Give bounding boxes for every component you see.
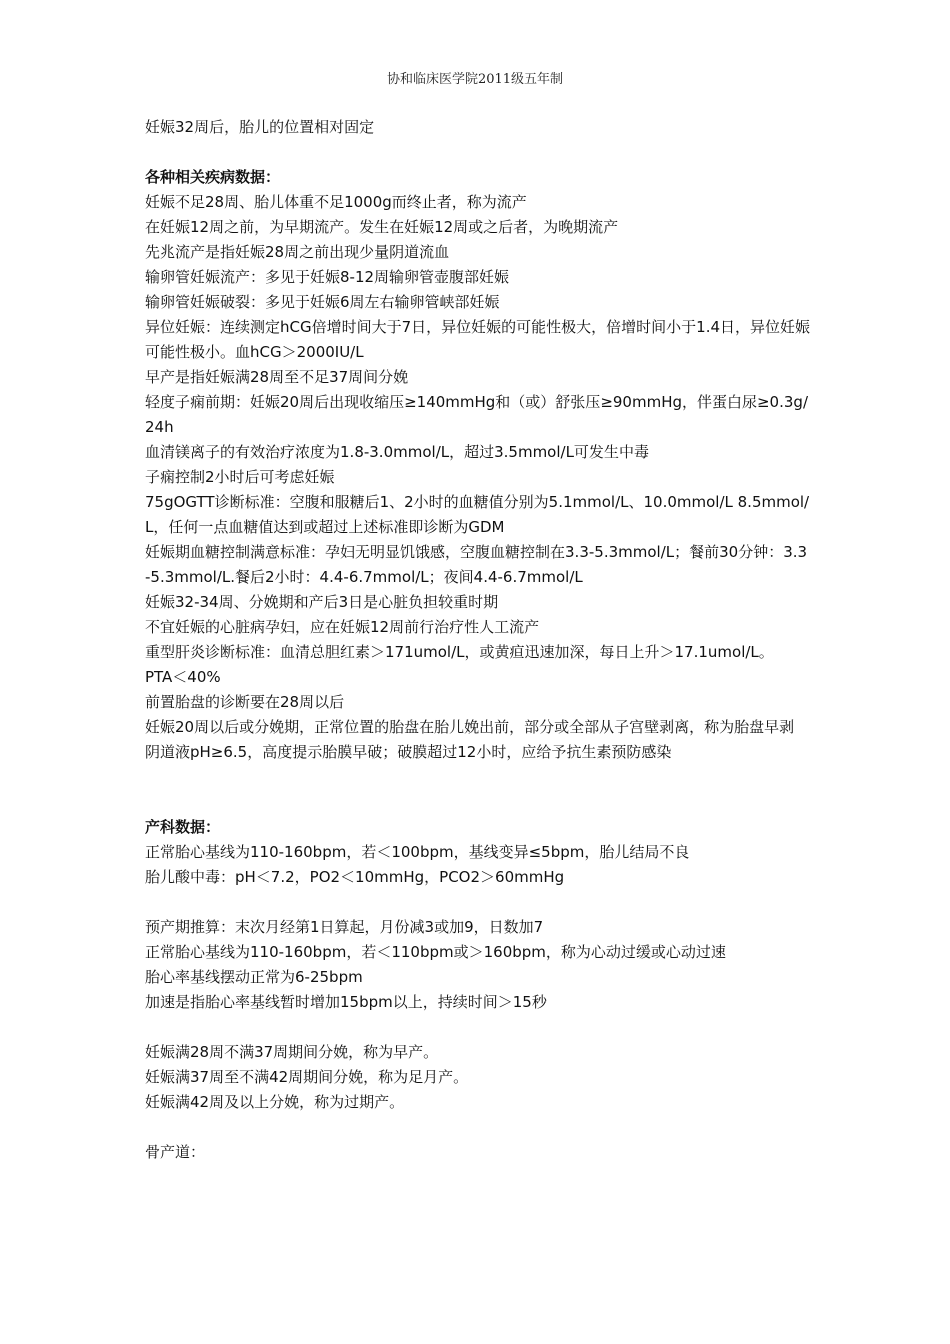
disease-line: 先兆流产是指妊娠28周之前出现少量阴道流血 (145, 243, 450, 261)
obstetric-line: 预产期推算：末次月经第1日算起，月份减3或加9，日数加7 (145, 918, 544, 936)
disease-line: 血清镁离子的有效治疗浓度为1.8-3.0mmol/L，超过3.5mmol/L可发生中毒 (145, 443, 649, 461)
obstetric-line: 妊娠满28周不满37周期间分娩，称为早产。 (145, 1043, 439, 1061)
blank-line (145, 1015, 810, 1040)
obstetric-line: 妊娠满37周至不满42周期间分娩，称为足月产。 (145, 1068, 469, 1086)
disease-line: 妊娠不足28周、胎儿体重不足1000g而终止者，称为流产 (145, 193, 527, 211)
disease-line: 轻度子痫前期：妊娠20周后出现收缩压≥140mmHg和（或）舒张压≥90mmHg，伴蛋白尿≥0.3g/24h (145, 393, 808, 436)
disease-line: 妊娠期血糖控制满意标准：孕妇无明显饥饿感，空腹血糖控制在3.3-5.3mmol/L；餐前30分钟：3.3-5.3mmol/L.餐后2小时：4.4-6.7mmol/L；夜间4.4-6.7mmol/L (145, 543, 808, 586)
disease-line: 不宜妊娠的心脏病孕妇，应在妊娠12周前行治疗性人工流产 (145, 618, 540, 636)
disease-line: 异位妊娠：连续测定hCG倍增时间大于7日，异位妊娠的可能性极大，倍增时间小于1.4日，异位妊娠可能性极小。血hCG＞2000IU/L (145, 318, 811, 361)
disease-line: 妊娠32-34周、分娩期和产后3日是心脏负担较重时期 (145, 593, 499, 611)
section-heading-obstetrics: 产科数据： (145, 818, 221, 836)
disease-line: 输卵管妊娠流产：多见于妊娠8-12周输卵管壶腹部妊娠 (145, 268, 510, 286)
disease-line: PTA＜40% (145, 668, 221, 686)
disease-line: 早产是指妊娠满28周至不足37周间分娩 (145, 368, 409, 386)
obstetric-line: 胎心率基线摆动正常为6-25bpm (145, 968, 363, 986)
disease-line: 75gOGTT诊断标准：空腹和服糖后1、2小时的血糖值分别为5.1mmol/L、10.0mmol/L 8.5mmol/L，任何一点血糖值达到或超过上述标准即诊断为GDM (145, 493, 810, 536)
blank-line (145, 890, 810, 915)
obstetric-line: 正常胎心基线为110-160bpm，若＜110bpm或＞160bpm，称为心动过缓或心动过速 (145, 943, 726, 961)
blank-line (145, 790, 810, 815)
document-body (145, 115, 810, 1165)
section-heading-bony-canal: 骨产道： (145, 1143, 206, 1161)
obstetric-line: 正常胎心基线为110-160bpm，若＜100bpm，基线变异≤5bpm，胎儿结局不良 (145, 843, 690, 861)
disease-line: 阴道液pH≥6.5，高度提示胎膜早破；破膜超过12小时，应给予抗生素预防感染 (145, 743, 672, 761)
obstetric-line: 胎儿酸中毒：pH＜7.2，PO2＜10mmHg，PCO2＞60mmHg (145, 868, 565, 886)
disease-line: 妊娠20周以后或分娩期，正常位置的胎盘在胎儿娩出前，部分或全部从子宫壁剥离，称为胎盘早剥 (145, 718, 795, 736)
obstetric-line: 加速是指胎心率基线暂时增加15bpm以上，持续时间＞15秒 (145, 993, 547, 1011)
disease-line: 重型肝炎诊断标准：血清总胆红素＞171umol/L，或黄疸迅速加深，每日上升＞17.1umol/L。 (145, 643, 774, 661)
disease-line: 在妊娠12周之前，为早期流产。发生在妊娠12周或之后者，为晚期流产 (145, 218, 619, 236)
blank-line (145, 765, 810, 790)
disease-line: 子痫控制2小时后可考虑妊娠 (145, 468, 335, 486)
blank-line (145, 1115, 810, 1140)
disease-line: 前置胎盘的诊断要在28周以后 (145, 693, 345, 711)
blank-line (145, 140, 810, 165)
obstetric-line: 妊娠满42周及以上分娩，称为过期产。 (145, 1093, 405, 1111)
disease-line: 输卵管妊娠破裂：多见于妊娠6周左右输卵管峡部妊娠 (145, 293, 500, 311)
page-header: 协和临床医学院2011级五年制 (386, 72, 564, 87)
section-heading-diseases: 各种相关疾病数据： (145, 168, 281, 186)
intro-line: 妊娠32周后，胎儿的位置相对固定 (145, 118, 375, 136)
